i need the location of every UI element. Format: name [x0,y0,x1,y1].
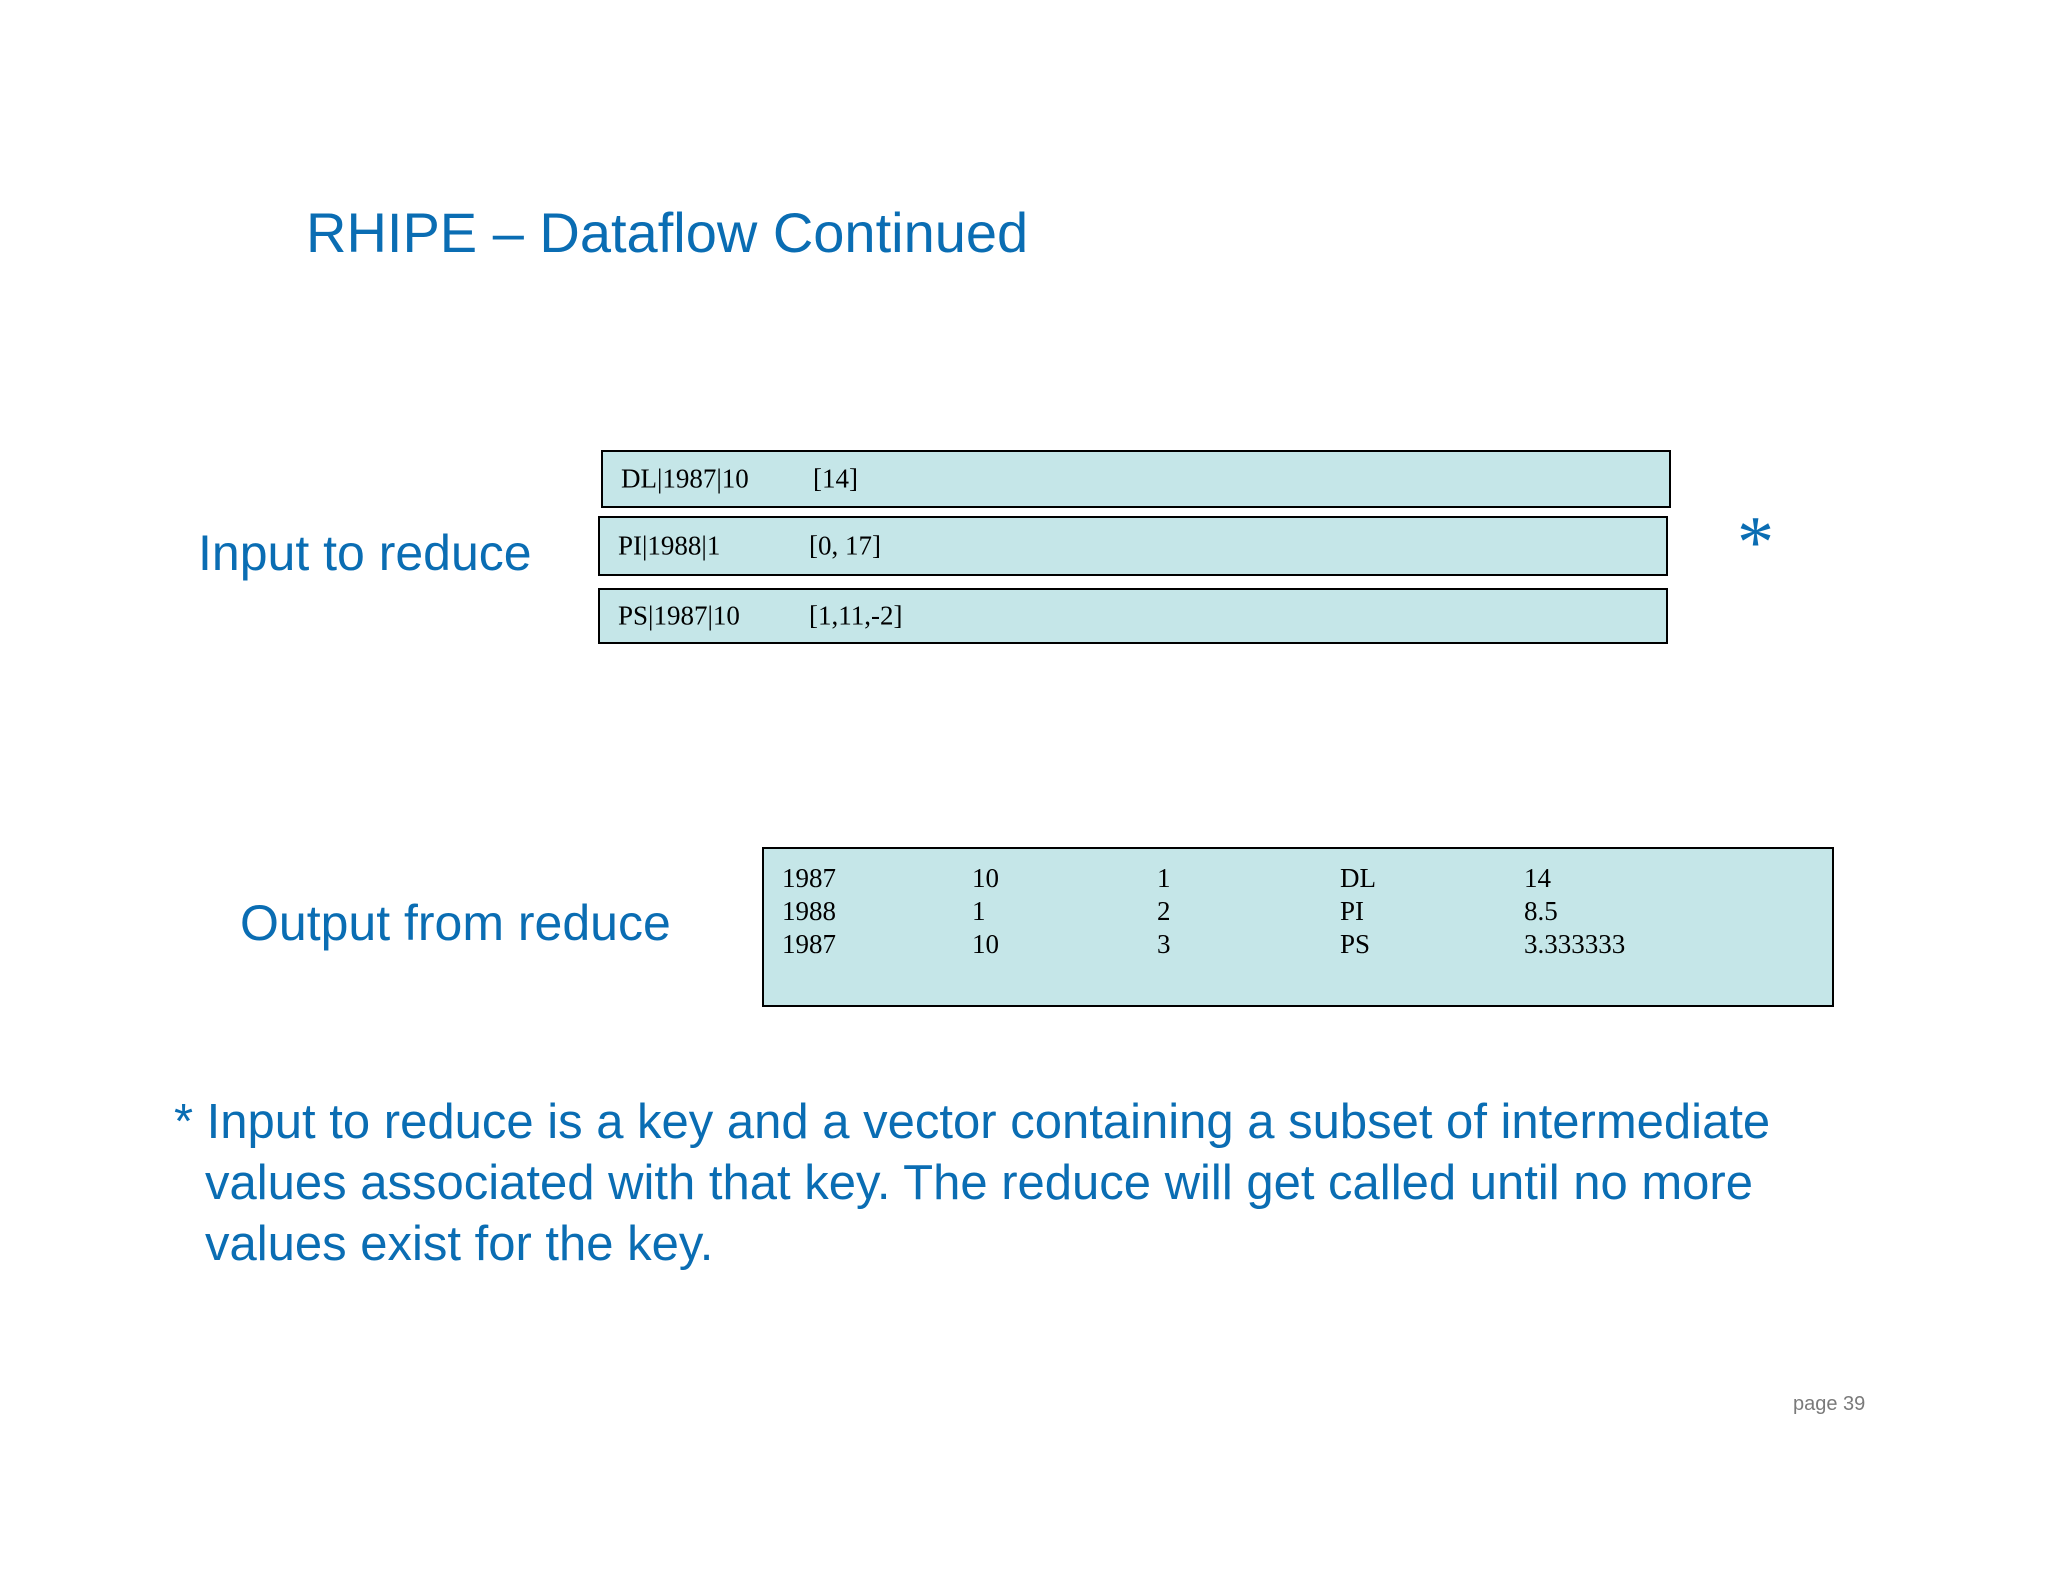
output-cell-code: DL [1340,863,1376,893]
slide-title: RHIPE – Dataflow Continued [306,201,1029,264]
footnote-line: values associated with that key. The reduce will get called until no more [205,1156,1753,1210]
reduce-input-key: PS|1987|10 [618,600,740,631]
output-cell-year: 1988 [782,896,836,926]
reduce-output-box [762,847,1834,1007]
output-cell-year: 1987 [782,929,836,959]
input-to-reduce-label: Input to reduce [198,525,532,581]
output-cell-index: 3 [1157,929,1171,959]
output-cell-value: 3.333333 [1524,929,1626,959]
output-cell-index: 2 [1157,896,1171,926]
footnote-line: values exist for the key. [205,1217,714,1271]
table-row [782,929,1822,962]
output-cell-month: 1 [972,896,986,926]
reduce-input-box-3 [598,588,1668,644]
reduce-input-values: [14] [813,463,858,494]
reduce-input-box-1 [601,450,1671,508]
reduce-input-box-2 [598,516,1668,576]
output-cell-value: 8.5 [1524,896,1558,926]
output-cell-value: 14 [1524,863,1551,893]
output-cell-month: 10 [972,863,999,893]
output-cell-code: PI [1340,896,1365,926]
footnote [174,1092,1874,1275]
output-from-reduce-label: Output from reduce [240,895,671,951]
output-cell-year: 1987 [782,863,836,893]
reduce-input-key: DL|1987|10 [621,463,749,494]
table-row [782,896,1822,929]
footnote-line: * Input to reduce is a key and a vector containing a subset of intermediate [174,1095,1771,1149]
reduce-input-key: PI|1988|1 [618,530,721,561]
output-cell-index: 1 [1157,863,1171,893]
output-cell-month: 10 [972,929,999,959]
reduce-input-values: [1,11,-2] [809,600,903,631]
page-number: page 39 [1793,1393,1866,1415]
reduce-input-values: [0, 17] [809,530,881,561]
table-row [782,863,1822,896]
output-cell-code: PS [1340,929,1371,959]
asterisk-marker: * [1737,502,1774,584]
